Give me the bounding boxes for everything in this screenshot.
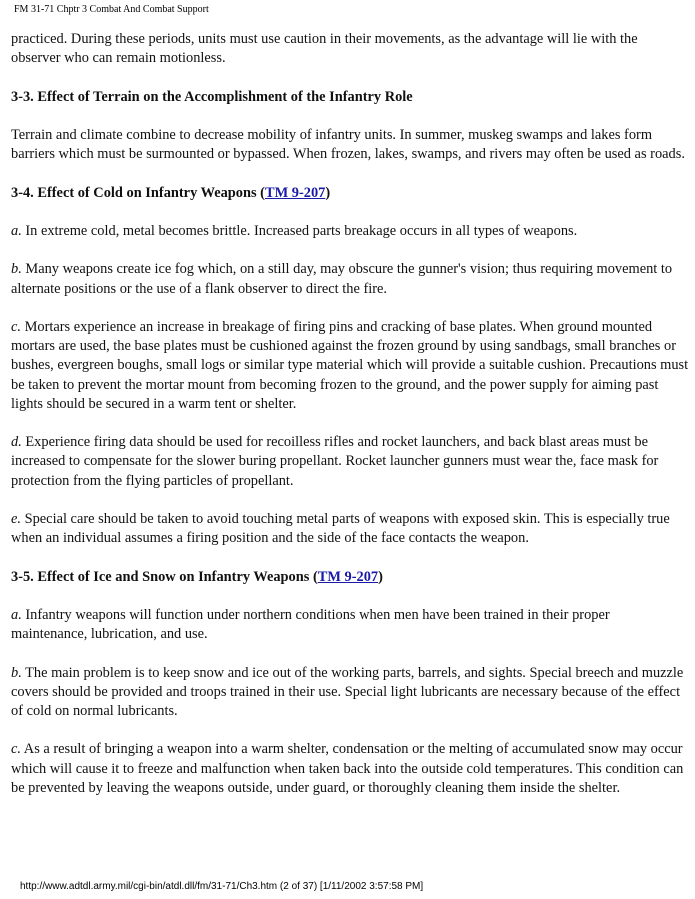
item-letter: e.	[11, 510, 21, 527]
section-3-5-heading	[11, 568, 689, 587]
item-text: As a result of bringing a weapon into a warm shelter, condensation or the melting of accumulated snow may occur which will cause it to freeze and malfunction when taken back into the outside cold temperatures. This condition can be prevented by leaving the weapons outside, under guard, or thoroughly cleaning them inside the shelter.	[11, 741, 684, 796]
item-text: The main problem is to keep snow and ice out of the working parts, barrels, and sights. Special breech and muzzle covers should be provided and troops trained in their use. Special light lubricants are necessary because of the effect of cold on normal lubricants.	[11, 664, 684, 719]
item-letter: d.	[11, 434, 22, 451]
section-3-5-item-c	[11, 740, 689, 798]
section-3-4-item-c	[11, 318, 689, 414]
item-letter: b.	[11, 261, 22, 278]
section-3-4-heading-text: 3-4. Effect of Cold on Infantry Weapons (	[11, 184, 265, 201]
item-text: Many weapons create ice fog which, on a still day, may obscure the gunner's vision; thus requiring movement to alternate positions or the use of a flank observer to direct the fire.	[11, 261, 673, 297]
item-letter: a.	[11, 606, 22, 623]
item-letter: a.	[11, 222, 22, 239]
section-3-5-item-b	[11, 664, 689, 722]
page-header: FM 31-71 Chptr 3 Combat And Combat Support	[14, 4, 209, 15]
item-text: In extreme cold, metal becomes brittle. Increased parts breakage occurs in all types of weapons.	[21, 222, 578, 239]
section-3-3-paragraph: Terrain and climate combine to decrease mobility of infantry units. In summer, muskeg swamps and lakes form barriers which must be surmounted or bypassed. When frozen, lakes, swamps, and rivers may often be used as roads.	[11, 126, 685, 163]
tm-9-207-link[interactable]: TM 9-207	[317, 568, 379, 585]
section-3-4-item-a	[11, 222, 689, 241]
section-3-4-item-b	[11, 260, 689, 298]
document-body	[11, 30, 689, 817]
section-3-4-item-e	[11, 510, 689, 548]
item-letter: c.	[11, 741, 21, 758]
section-3-4-item-d	[11, 433, 689, 491]
item-text: Mortars experience an increase in breakage of firing pins and cracking of base plates. When ground mounted mortars are used, the base plates must be cushioned against the frozen ground by using sandbags, small branches or bushes, evergreen boughs, small logs or similar type material which will provide a suitable cushion. Precautions must be taken to prevent the mortar mount from becoming frozen to the ground, and the power supply for aiming past lights should be secured in a warm tent or shelter.	[11, 318, 689, 412]
tm-9-207-link[interactable]: TM 9-207	[264, 184, 326, 201]
section-3-5-heading-text: 3-5. Effect of Ice and Snow on Infantry Weapons (	[11, 568, 318, 585]
intro-paragraph: practiced. During these periods, units must use caution in their movements, as the advantage will lie with the observer who can remain motionless.	[11, 31, 638, 67]
section-3-4-heading	[11, 184, 689, 203]
item-letter: b.	[11, 664, 22, 681]
section-3-3-heading: 3-3. Effect of Terrain on the Accomplishment of the Infantry Role	[11, 88, 413, 105]
section-3-4-heading-close: )	[325, 184, 331, 201]
section-3-5-item-a	[11, 606, 689, 644]
item-letter: c.	[11, 318, 21, 335]
item-text: Infantry weapons will function under northern conditions when men have been trained in their proper maintenance, lubrication, and use.	[11, 606, 610, 643]
item-text: Special care should be taken to avoid touching metal parts of weapons with exposed skin. This is especially true when an individual assumes a firing position and the side of the face contacts the weapon.	[11, 510, 670, 547]
section-3-5-heading-close: )	[378, 568, 383, 585]
item-text: Experience firing data should be used for recoilless rifles and rocket launchers, and back blast areas must be increased to compensate for the slower buring propellant. Rocket launcher gunners must wear the, face mask for protection from the flying particles of propellant.	[11, 434, 659, 489]
page-footer-url: http://www.adtdl.army.mil/cgi-bin/atdl.dll/fm/31-71/Ch3.htm (2 of 37) [1/11/2002 3:57:58 PM]	[20, 881, 424, 892]
